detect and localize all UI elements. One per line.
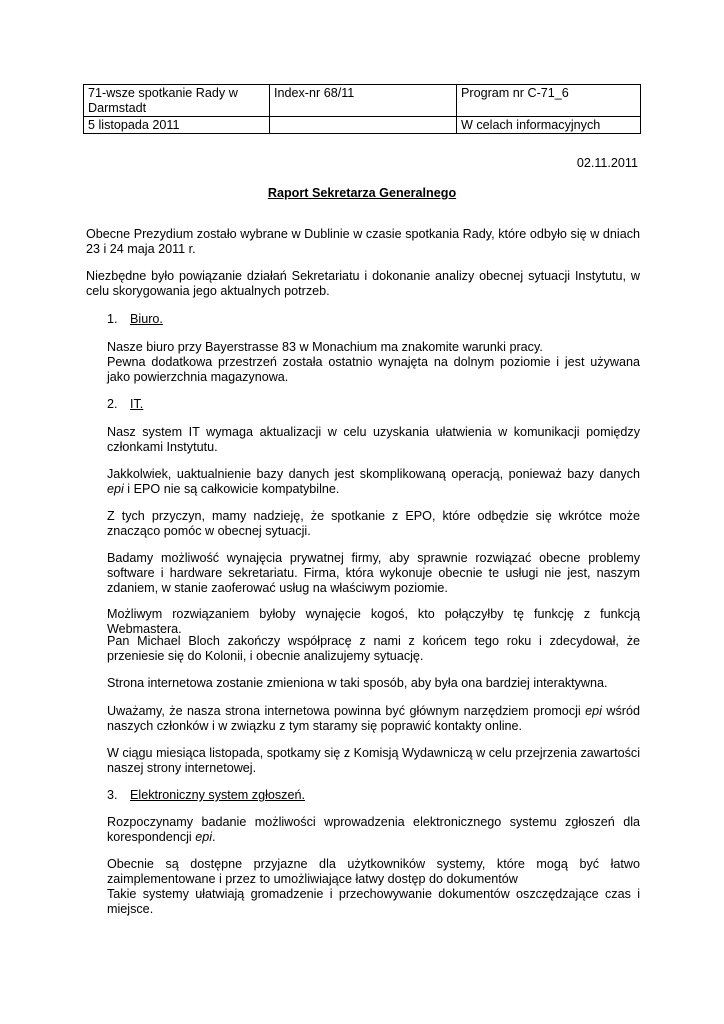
section-2-title: IT. [130,397,144,411]
meeting-date-cell: 5 listopada 2011 [84,117,270,134]
epi-term: epi [195,830,213,844]
header-table [83,84,641,134]
section-3-paragraph-2 [107,857,640,917]
section-3-line-2: Takie systemy ułatwiają gromadzenie i przechowywanie dokumentów oszczędzające czas i miejsce. [107,887,640,916]
text-run: Rozpoczynamy badanie możliwości wprowadzenia elektronicznego systemu zgłoszeń dla korespondencji [107,815,640,844]
purpose-cell: W celach informacyjnych [457,117,641,134]
text-run: wśród naszych członków i w związku z tym staramy się poprawić kontakty online. [107,704,641,733]
section-3-line-1: Obecnie są dostępne przyjazne dla użytkowników systemy, które mogą być łatwo zaimplementowane i przez to umożliwiające łatwy dostęp do dokumentów [107,857,640,886]
section-1-title: Biuro. [130,312,163,326]
document-date: 02.11.2011 [576,156,638,170]
section-3-paragraph-1 [107,815,640,845]
section-2-paragraph-5: Możliwym rozwiązaniem byłoby wynajęcie kogoś, kto połączyłby tę funkcję z funkcją Webmastera. [107,607,640,636]
section-1-heading [107,312,163,327]
section-1-body [107,340,640,385]
epi-term: epi [107,482,124,496]
text-run: i EPO nie są całkowicie kompatybilne. [123,482,340,496]
section-2-paragraph-9: W ciągu miesiąca listopada, spotkamy się z Komisją Wydawniczą w celu przejrzenia zawartości naszej strony internetowej. [107,746,640,775]
text-run: . [212,830,216,844]
text-run: Uważamy, że nasza strona internetowa powinna być głównym narzędziem promocji [107,704,586,718]
section-2-paragraph-6: Pan Michael Bloch zakończy współpracę z nami z końcem tego roku i zdecydował, że przeniesie się do Kolonii, i obecnie analizujemy sytuację. [107,634,640,663]
section-2-paragraph-1: Nasz system IT wymaga aktualizacji w celu uzyskania ułatwienia w komunikacji pomiędzy członkami Instytutu. [107,425,640,454]
section-2-paragraph-8 [107,704,640,734]
section-3-heading [107,788,305,803]
section-2-number: 2. [107,397,118,411]
section-2-paragraph-3: Z tych przyczyn, mamy nadzieję, że spotkanie z EPO, które odbędzie się wkrótce może znacząco pomóc w obecnej sytuacji. [107,509,640,538]
section-2-paragraph-7: Strona internetowa zostanie zmieniona w taki sposób, aby była ona bardziej interaktywna. [107,676,608,690]
section-3-number: 3. [107,788,118,802]
meeting-cell: 71-wsze spotkanie Rady w Darmstadt [84,85,270,117]
intro-paragraph-2: Niezbędne było powiązanie działań Sekretariatu i dokonanie analizy obecnej sytuacji Instytutu, w celu skorygowania jego aktualnych potrzeb. [86,269,640,298]
section-1-line-2: Pewna dodatkowa przestrzeń została ostatnio wynajęta na dolnym poziomie i jest używana jako powierzchnia magazynowa. [107,355,640,384]
section-2-paragraph-2 [107,467,640,497]
program-cell: Program nr C-71_6 [457,85,641,117]
document-title: Raport Sekretarza Generalnego [267,186,457,200]
section-2-heading [107,397,143,412]
section-1-number: 1. [107,312,118,326]
epi-term: epi [585,704,602,718]
intro-paragraph-1: Obecne Prezydium zostało wybrane w Dublinie w czasie spotkania Rady, które odbyło się w dniach 23 i 24 maja 2011 r. [86,227,640,256]
section-1-line-1: Nasze biuro przy Bayerstrasse 83 w Monachium ma znakomite warunki pracy. [107,340,543,354]
text-run: Jakkolwiek, uaktualnienie bazy danych jest skomplikowaną operacją, ponieważ bazy danych [107,467,640,481]
section-3-title: Elektroniczny system zgłoszeń. [130,788,305,802]
empty-cell [270,117,457,134]
section-2-paragraph-4: Badamy możliwość wynajęcia prywatnej firmy, aby sprawnie rozwiązać obecne problemy software i hardware sekretariatu. Firma, która wykonuje obecnie te usługi nie jest, naszym zdaniem, w stanie zaoferować usług na właściwym poziomie. [107,551,640,595]
index-cell: Index-nr 68/11 [270,85,457,117]
